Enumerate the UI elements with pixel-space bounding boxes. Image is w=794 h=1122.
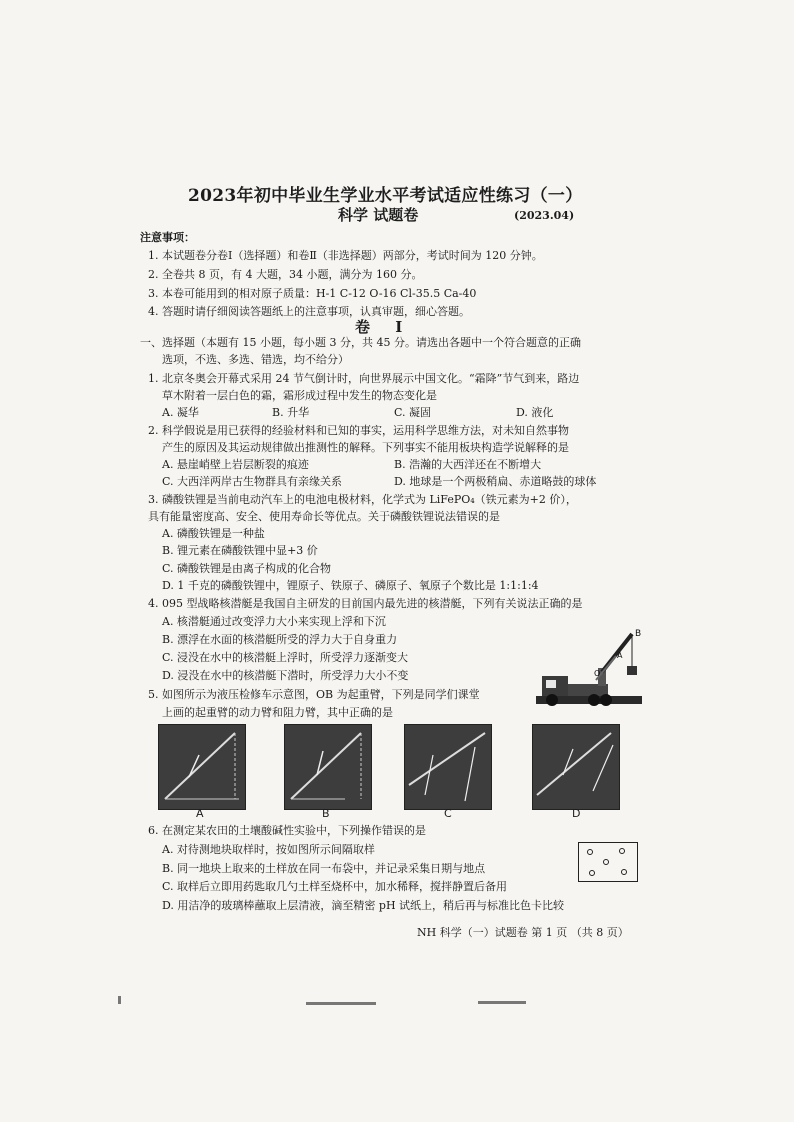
crane-label: A bbox=[617, 651, 623, 660]
sample-point bbox=[621, 869, 627, 875]
question-option: A. 核潜艇通过改变浮力大小来实现上浮和下沉 bbox=[162, 615, 386, 628]
section-title: 卷 Ⅰ bbox=[355, 318, 413, 336]
sample-point bbox=[603, 859, 609, 865]
question-text: 具有能量密度高、安全、使用寿命长等优点。关于磷酸铁锂说法错误的是 bbox=[148, 510, 500, 523]
sample-point bbox=[587, 849, 593, 855]
figure-label: D bbox=[572, 807, 581, 820]
question-option: A. 凝华 bbox=[162, 406, 199, 419]
question-option: D. 1 千克的磷酸铁锂中，锂原子、铁原子、磷原子、氧原子个数比是 1:1:1:4 bbox=[162, 579, 539, 592]
crane-label: B bbox=[635, 629, 642, 639]
question-option: C. 凝固 bbox=[394, 406, 432, 419]
question-option: D. 地球是一个两极稍扁、赤道略鼓的球体 bbox=[394, 475, 597, 488]
crane-label: O bbox=[594, 669, 601, 678]
note-item: 1. 本试题卷分卷Ⅰ（选择题）和卷Ⅱ（非选择题）两部分，考试时间为 120 分钟。 bbox=[148, 249, 543, 262]
scan-mark bbox=[118, 996, 121, 1004]
scan-mark bbox=[306, 1002, 376, 1005]
lever-figure-d bbox=[532, 724, 620, 810]
section-intro: 一、选择题（本题有 15 小题，每小题 3 分，共 45 分。请选出各题中一个符合题意的正确 bbox=[140, 336, 581, 349]
question-option: B. 同一地块上取来的土样放在同一布袋中，并记录采集日期与地点 bbox=[162, 862, 486, 875]
question-option: C. 大西洋两岸古生物群具有亲缘关系 bbox=[162, 475, 343, 488]
question-text: 3. 磷酸铁锂是当前电动汽车上的电池电极材料，化学式为 LiFePO₄（铁元素为+2 价）， bbox=[148, 493, 577, 506]
question-option: B. 升华 bbox=[272, 406, 310, 419]
page-subtitle: 科学 试题卷 bbox=[338, 206, 419, 224]
lever-figure-a bbox=[158, 724, 246, 810]
question-option: D. 用洁净的玻璃棒蘸取上层清液，滴至精密 pH 试纸上，稍后再与标准比色卡比较 bbox=[162, 899, 565, 912]
note-item: 3. 本卷可能用到的相对原子质量：H-1 C-12 O-16 Cl-35.5 Ca-40 bbox=[148, 287, 477, 300]
question-option: C. 浸没在水中的核潜艇上浮时，所受浮力逐渐变大 bbox=[162, 651, 409, 664]
sample-point bbox=[589, 870, 595, 876]
crane-diagram bbox=[534, 628, 644, 714]
question-option: C. 磷酸铁锂是由离子构成的化合物 bbox=[162, 562, 332, 575]
question-text: 4. 095 型战略核潜艇是我国自主研发的目前国内最先进的核潜艇，下列有关说法正确的是 bbox=[148, 597, 583, 610]
question-text: 产生的原因及其运动规律做出推测性的解释。下列事实不能用板块构造学说解释的是 bbox=[162, 441, 569, 454]
scan-mark bbox=[478, 1001, 526, 1004]
figure-label: C bbox=[444, 807, 452, 820]
figure-label: B bbox=[322, 807, 330, 820]
question-text: 2. 科学假说是用已获得的经验材料和已知的事实，运用科学思维方法，对未知自然事物 bbox=[148, 424, 569, 437]
question-option: C. 取样后立即用药匙取几勺土样至烧杯中，加水稀释，搅拌静置后备用 bbox=[162, 880, 508, 893]
figure-label: A bbox=[196, 807, 204, 820]
lever-figure-b bbox=[284, 724, 372, 810]
question-option: A. 悬崖峭壁上岩层断裂的痕迹 bbox=[162, 458, 309, 471]
question-text: 5. 如图所示为液压检修车示意图，OB 为起重臂，下列是同学们课堂 bbox=[148, 688, 480, 701]
question-text: 草木附着一层白色的霜，霜形成过程中发生的物态变化是 bbox=[162, 389, 437, 402]
question-option: D. 液化 bbox=[516, 406, 554, 419]
question-option: B. 锂元素在磷酸铁锂中显+3 价 bbox=[162, 544, 318, 557]
note-item: 4. 答题时请仔细阅读答题纸上的注意事项，认真审题，细心答题。 bbox=[148, 305, 470, 318]
question-option: A. 磷酸铁锂是一种盐 bbox=[162, 527, 265, 540]
page-title: 2023年初中毕业生学业水平考试适应性练习（一） bbox=[188, 186, 583, 206]
question-option: B. 漂浮在水面的核潜艇所受的浮力大于自身重力 bbox=[162, 633, 398, 646]
question-option: A. 对待测地块取样时，按如图所示间隔取样 bbox=[162, 843, 375, 856]
notes-heading: 注意事项： bbox=[140, 231, 195, 244]
question-text: 1. 北京冬奥会开幕式采用 24 节气倒计时，向世界展示中国文化。“霜降”节气到来，路边 bbox=[148, 372, 580, 385]
exam-date: (2023.04) bbox=[514, 209, 575, 222]
note-item: 2. 全卷共 8 页，有 4 大题，34 小题，满分为 160 分。 bbox=[148, 268, 423, 281]
sample-point bbox=[619, 848, 625, 854]
page-footer: NH 科学（一）试题卷 第 1 页 （共 8 页） bbox=[417, 926, 629, 939]
lever-figure-c bbox=[404, 724, 492, 810]
question-option: B. 浩瀚的大西洋还在不断增大 bbox=[394, 458, 542, 471]
question-option: D. 浸没在水中的核潜艇下潜时，所受浮力大小不变 bbox=[162, 669, 409, 682]
question-text: 上画的起重臂的动力臂和阻力臂，其中正确的是 bbox=[162, 706, 393, 719]
section-intro: 选项，不选、多选、错选，均不给分） bbox=[162, 353, 349, 366]
question-text: 6. 在测定某农田的土壤酸碱性实验中，下列操作错误的是 bbox=[148, 824, 426, 837]
sampling-plot-diagram bbox=[578, 842, 638, 882]
